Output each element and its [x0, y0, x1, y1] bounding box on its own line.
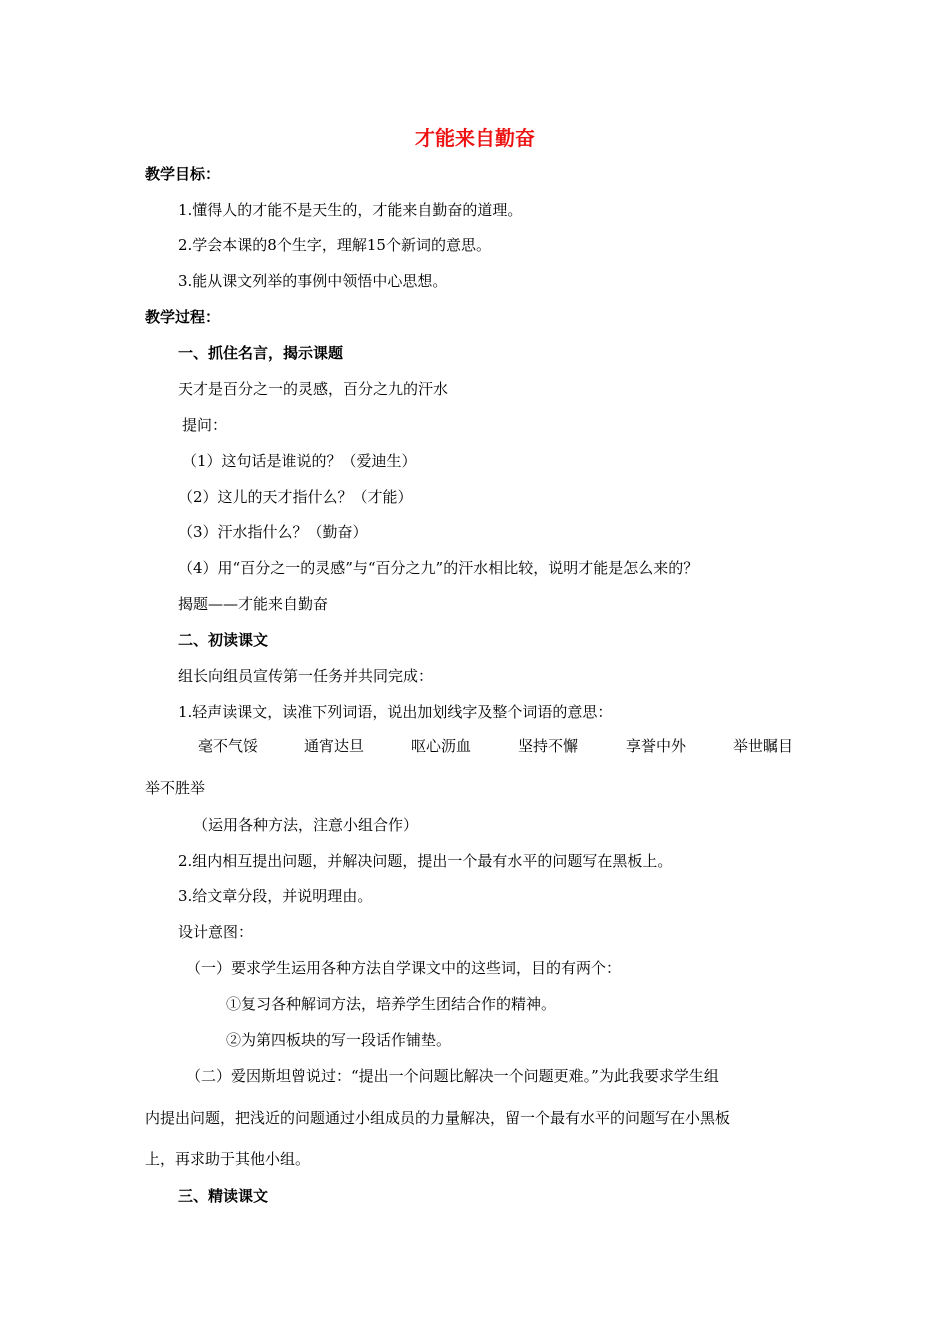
task-item: 3.给文章分段，并说明理由。	[178, 887, 373, 905]
question-item: （4）用“百分之一的灵感”与“百分之九”的汗水相比较，说明才能是怎么来的？	[178, 559, 699, 577]
vocab-word: 享誉中外	[626, 737, 687, 755]
vocab-word: 坚持不懈	[518, 737, 579, 755]
objective-item: 1.懂得人的才能不是天生的，才能来自勤奋的道理。	[178, 201, 523, 219]
vocab-word: 毫不气馁	[198, 737, 259, 755]
design-intent-continuation: 上，再求助于其他小组。	[145, 1150, 311, 1168]
design-intent-continuation: 内提出问题，把浅近的问题通过小组成员的力量解决，留一个最有水平的问题写在小黑板	[145, 1109, 731, 1127]
objective-item: 2.学会本课的8个生字，理解15个新词的意思。	[178, 236, 491, 254]
design-intent-item: （一）要求学生运用各种方法自学课文中的这些词，目的有两个：	[186, 959, 622, 977]
section-heading-1: 一、抓住名言，揭示课题	[178, 344, 344, 362]
group-task-intro: 组长向组员宣传第一任务并共同完成：	[178, 667, 434, 685]
famous-quote: 天才是百分之一的灵感，百分之九的汗水	[178, 380, 449, 398]
process-heading: 教学过程：	[145, 308, 221, 326]
title-reveal: 揭题——才能来自勤奋	[178, 595, 329, 613]
section-heading-2: 二、初读课文	[178, 631, 269, 649]
question-item: （3）汗水指什么？（勤奋）	[178, 523, 368, 541]
purpose-item: ②为第四板块的写一段话作铺垫。	[226, 1031, 452, 1049]
vocab-word: 通宵达旦	[304, 737, 365, 755]
objective-item: 3.能从课文列举的事例中领悟中心思想。	[178, 272, 448, 290]
design-intent-label: 设计意图：	[178, 923, 254, 941]
vocab-word: 举世瞩目	[733, 737, 794, 755]
question-item: （2）这儿的天才指什么？（才能）	[178, 488, 413, 506]
task-item: 2.组内相互提出问题，并解决问题，提出一个最有水平的问题写在黑板上。	[178, 852, 673, 870]
question-prompt: 提问：	[182, 416, 228, 434]
task-item: 1.轻声读课文，读准下列词语，说出加划线字及整个词语的意思：	[178, 703, 613, 721]
vocab-word: 呕心沥血	[411, 737, 472, 755]
vocab-word: 举不胜举	[145, 779, 206, 797]
document-title: 才能来自勤奋	[415, 126, 535, 150]
method-note: （运用各种方法，注意小组合作）	[193, 816, 419, 834]
objectives-heading: 教学目标：	[145, 165, 221, 183]
design-intent-item: （二）爱因斯坦曾说过：“提出一个问题比解决一个问题更难。”为此我要求学生组	[186, 1067, 719, 1085]
purpose-item: ①复习各种解词方法，培养学生团结合作的精神。	[226, 995, 557, 1013]
question-item: （1）这句话是谁说的？（爱迪生）	[182, 452, 417, 470]
section-heading-3: 三、精读课文	[178, 1187, 269, 1205]
